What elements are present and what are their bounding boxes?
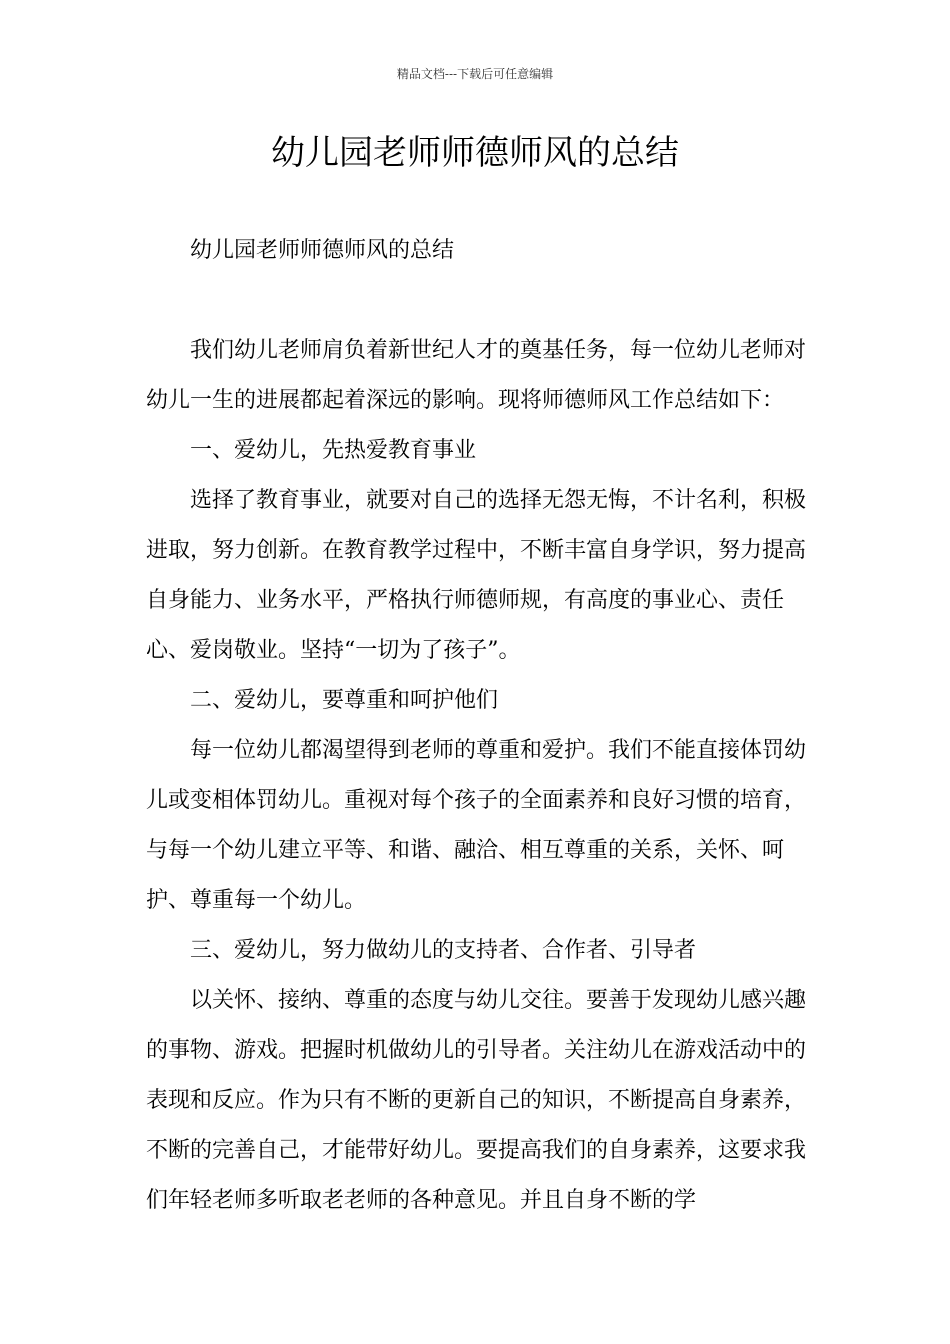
paragraph-section-3: 以关怀、接纳、尊重的态度与幼儿交往。要善于发现幼儿感兴趣的事物、游戏。把握时机做幼儿的引导者。关注幼儿在游戏活动中的表现和反应。作为只有不断的更新自己的知识，不断提高自身素养，不断的完善自己，才能带好幼儿。要提高我们的自身素养，这要求我们年轻老师多听取老老师的各种意见。并且自身不断的学 [146, 988, 807, 1213]
paragraph-section-2: 每一位幼儿都渴望得到老师的尊重和爱护。我们不能直接体罚幼儿或变相体罚幼儿。重视对每个孩子的全面素养和良好习惯的培育，与每一个幼儿建立平等、和谐、融洽、相互尊重的关系，关怀、呵护、尊重每一个幼儿。 [146, 738, 807, 913]
document-title: 幼儿园老师师德师风的总结 [271, 133, 679, 173]
paragraph-intro: 我们幼儿老师肩负着新世纪人才的奠基任务，每一位幼儿老师对幼儿一生的进展都起着深远的影响。现将师德师风工作总结如下： [146, 338, 807, 413]
document-body [146, 326, 810, 1226]
paragraph-section-1: 选择了教育事业，就要对自己的选择无怨无悔，不计名利，积极进取，努力创新。在教育教学过程中，不断丰富自身学识，努力提高自身能力、业务水平，严格执行师德师规，有高度的事业心、责任心、爱岗敬业。坚持“一切为了孩子”。 [146, 488, 807, 663]
section-heading-3: 三、爱幼儿，努力做幼儿的支持者、合作者、引导者 [190, 938, 697, 963]
document-subtitle: 幼儿园老师师德师风的总结 [190, 238, 455, 263]
section-heading-2: 二、爱幼儿，要尊重和呵护他们 [190, 688, 499, 713]
section-heading-1: 一、爱幼儿，先热爱教育事业 [190, 438, 477, 463]
header-note: 精品文档---下载后可任意编辑 [396, 67, 554, 81]
